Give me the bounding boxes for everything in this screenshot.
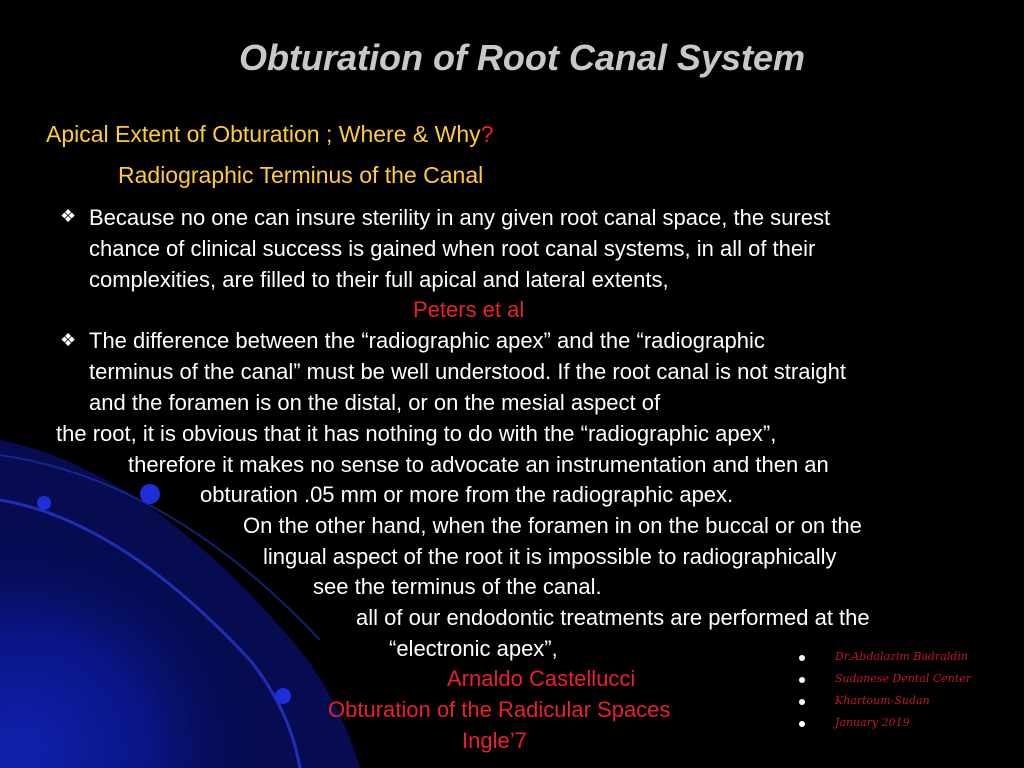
bullet2-line: see the terminus of the canal. [313, 574, 602, 599]
credit-center: Sudanese Dental Center [835, 672, 972, 685]
bullet2-line: therefore it makes no sense to advocate an instrumentation and then an [128, 452, 829, 477]
diamond-bullet-icon: ❖ [60, 330, 77, 350]
bullet2-line: “electronic apex”, [389, 636, 558, 661]
bullet2-line: lingual aspect of the root it is impossible to radiographically [263, 544, 837, 569]
subtitle-radiographic-terminus: Radiographic Terminus of the Canal [118, 162, 484, 188]
citation-title: Obturation of the Radicular Spaces [328, 697, 671, 722]
citation-author: Arnaldo Castellucci [447, 666, 636, 691]
credit-bullet-icon [799, 699, 805, 705]
bullet2-line: obturation .05 mm or more from the radiographic apex. [200, 482, 734, 507]
citation-peters: Peters et al [413, 297, 525, 322]
credit-date: January 2019 [835, 716, 910, 729]
subtitle-apical-extent-text: Apical Extent of Obturation ; Where & Why [46, 121, 481, 147]
bullet2-line: and the foramen is on the distal, or on the mesial aspect of [89, 390, 661, 415]
bullet2-line: The difference between the “radiographic apex” and the “radiographic [89, 328, 765, 353]
bullet2-line: On the other hand, when the foramen in on the buccal or on the [243, 513, 862, 538]
credit-bullet-icon [799, 655, 805, 661]
credit-location: Khartoum-Sudan [835, 694, 930, 707]
bullet1-line: Because no one can insure sterility in any given root canal space, the surest [89, 205, 831, 230]
bullet2-line: all of our endodontic treatments are performed at the [356, 605, 870, 630]
bullet2-line: the root, it is obvious that it has nothing to do with the “radiographic apex”, [56, 421, 777, 446]
diamond-bullet-icon: ❖ [60, 206, 77, 226]
subtitle-question-mark: ? [480, 121, 494, 147]
credit-author: Dr.Abdalazim Badraldin [835, 650, 968, 663]
bullet1-line: chance of clinical success is gained when root canal systems, in all of their [89, 236, 816, 261]
subtitle-apical-extent [46, 120, 493, 148]
citation-reference: Ingle’7 [462, 728, 527, 753]
bullet2-line: terminus of the canal” must be well understood. If the root canal is not straight [89, 359, 846, 384]
slide-title: Obturation of Root Canal System [238, 37, 806, 78]
credit-bullet-icon [799, 677, 805, 683]
bullet1-line: complexities, are filled to their full apical and lateral extents, [89, 267, 669, 292]
credit-bullet-icon [799, 721, 805, 727]
